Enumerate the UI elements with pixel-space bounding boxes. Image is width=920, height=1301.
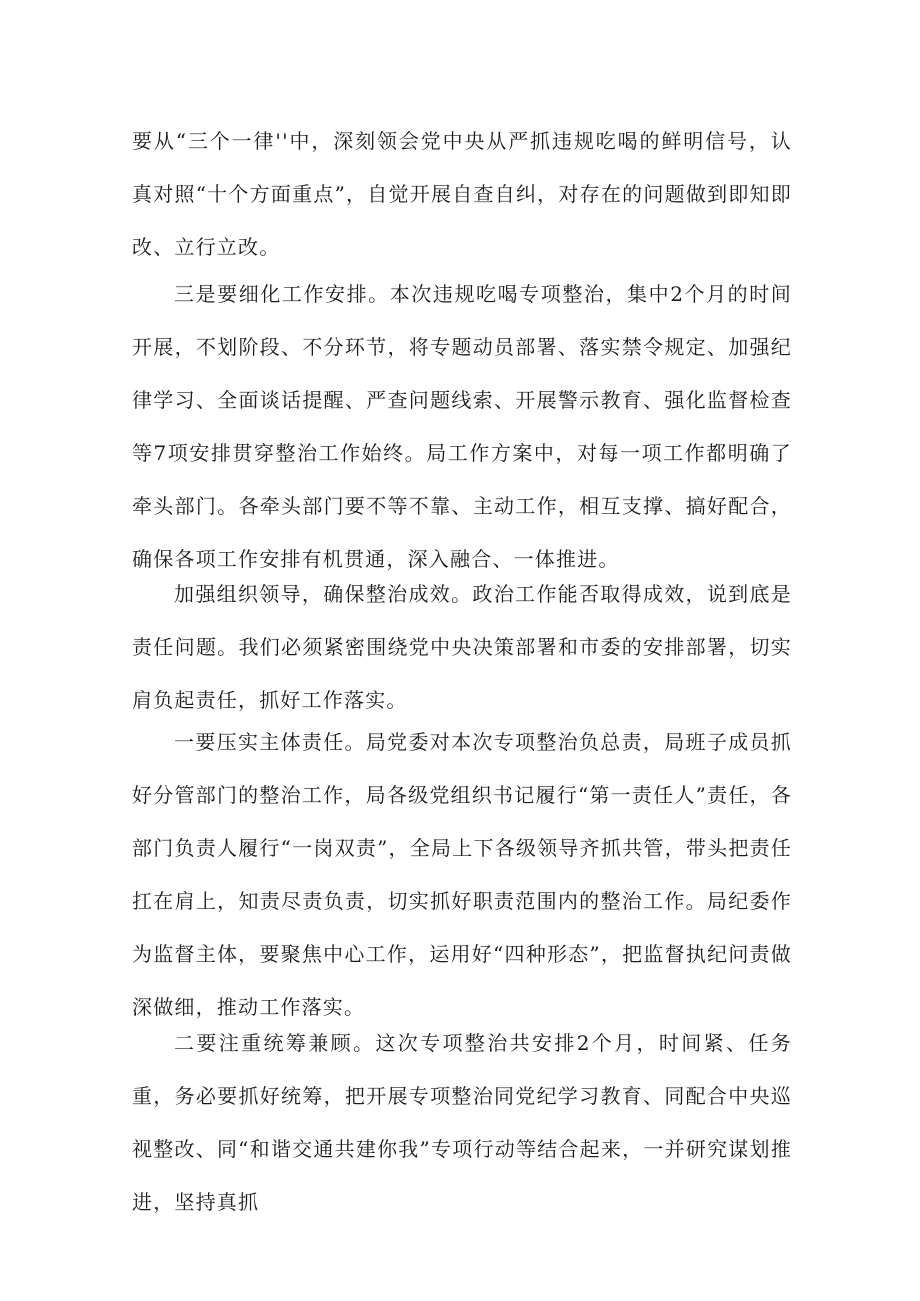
- paragraph-organizational-leadership: 加强组织领导，确保整治成效。政治工作能否取得成效，说到底是责任问题。我们必须紧密围绕党中央决策部署和市委的安排部署，切实肩负起责任，抓好工作落实。: [132, 582, 792, 712]
- paragraph-main-responsibility: 一要压实主体责任。局党委对本次专项整治负总责，局班子成员抓好分管部门的整治工作，局各级党组织书记履行“第一责任人”责任，各部门负责人履行“一岗双责”，全局上下各级领导齐抓共管，带头把责任扛在肩上，知责尽责负责，切实抓好职责范围内的整治工作。局纪委作为监督主体，要聚焦中心工作，运用好“四种形态”，把监督执纪问责做深做细，推动工作落实。: [132, 730, 792, 1019]
- paragraph-work-arrangement: 三是要细化工作安排。本次违规吃喝专项整治，集中2个月的时间开展，不划阶段、不分环节，将专题动员部署、落实禁令规定、加强纪律学习、全面谈话提醒、严查问题线索、开展警示教育、强化监督检查等7项安排贯穿整治工作始终。局工作方案中，对每一项工作都明确了牵头部门。各牵头部门要不等不靠、主动工作，相互支撑、搞好配合，确保各项工作安排有机贯通，深入融合、一体推进。: [132, 282, 792, 571]
- paragraph-overall-planning: 二要注重统筹兼顾。这次专项整治共安排2个月，时间紧、任务重，务必要抓好统筹，把开展专项整治同党纪学习教育、同配合中央巡视整改、同“和谐交通共建你我”专项行动等结合起来，一并研究谋划推进，坚持真抓: [132, 1031, 792, 1214]
- paragraph-continuation: 要从“三个一律''中，深刻领会党中央从严抓违规吃喝的鲜明信号，认真对照“十个方面重点”，自觉开展自查自纠，对存在的问题做到即知即改、立行立改。: [132, 129, 792, 259]
